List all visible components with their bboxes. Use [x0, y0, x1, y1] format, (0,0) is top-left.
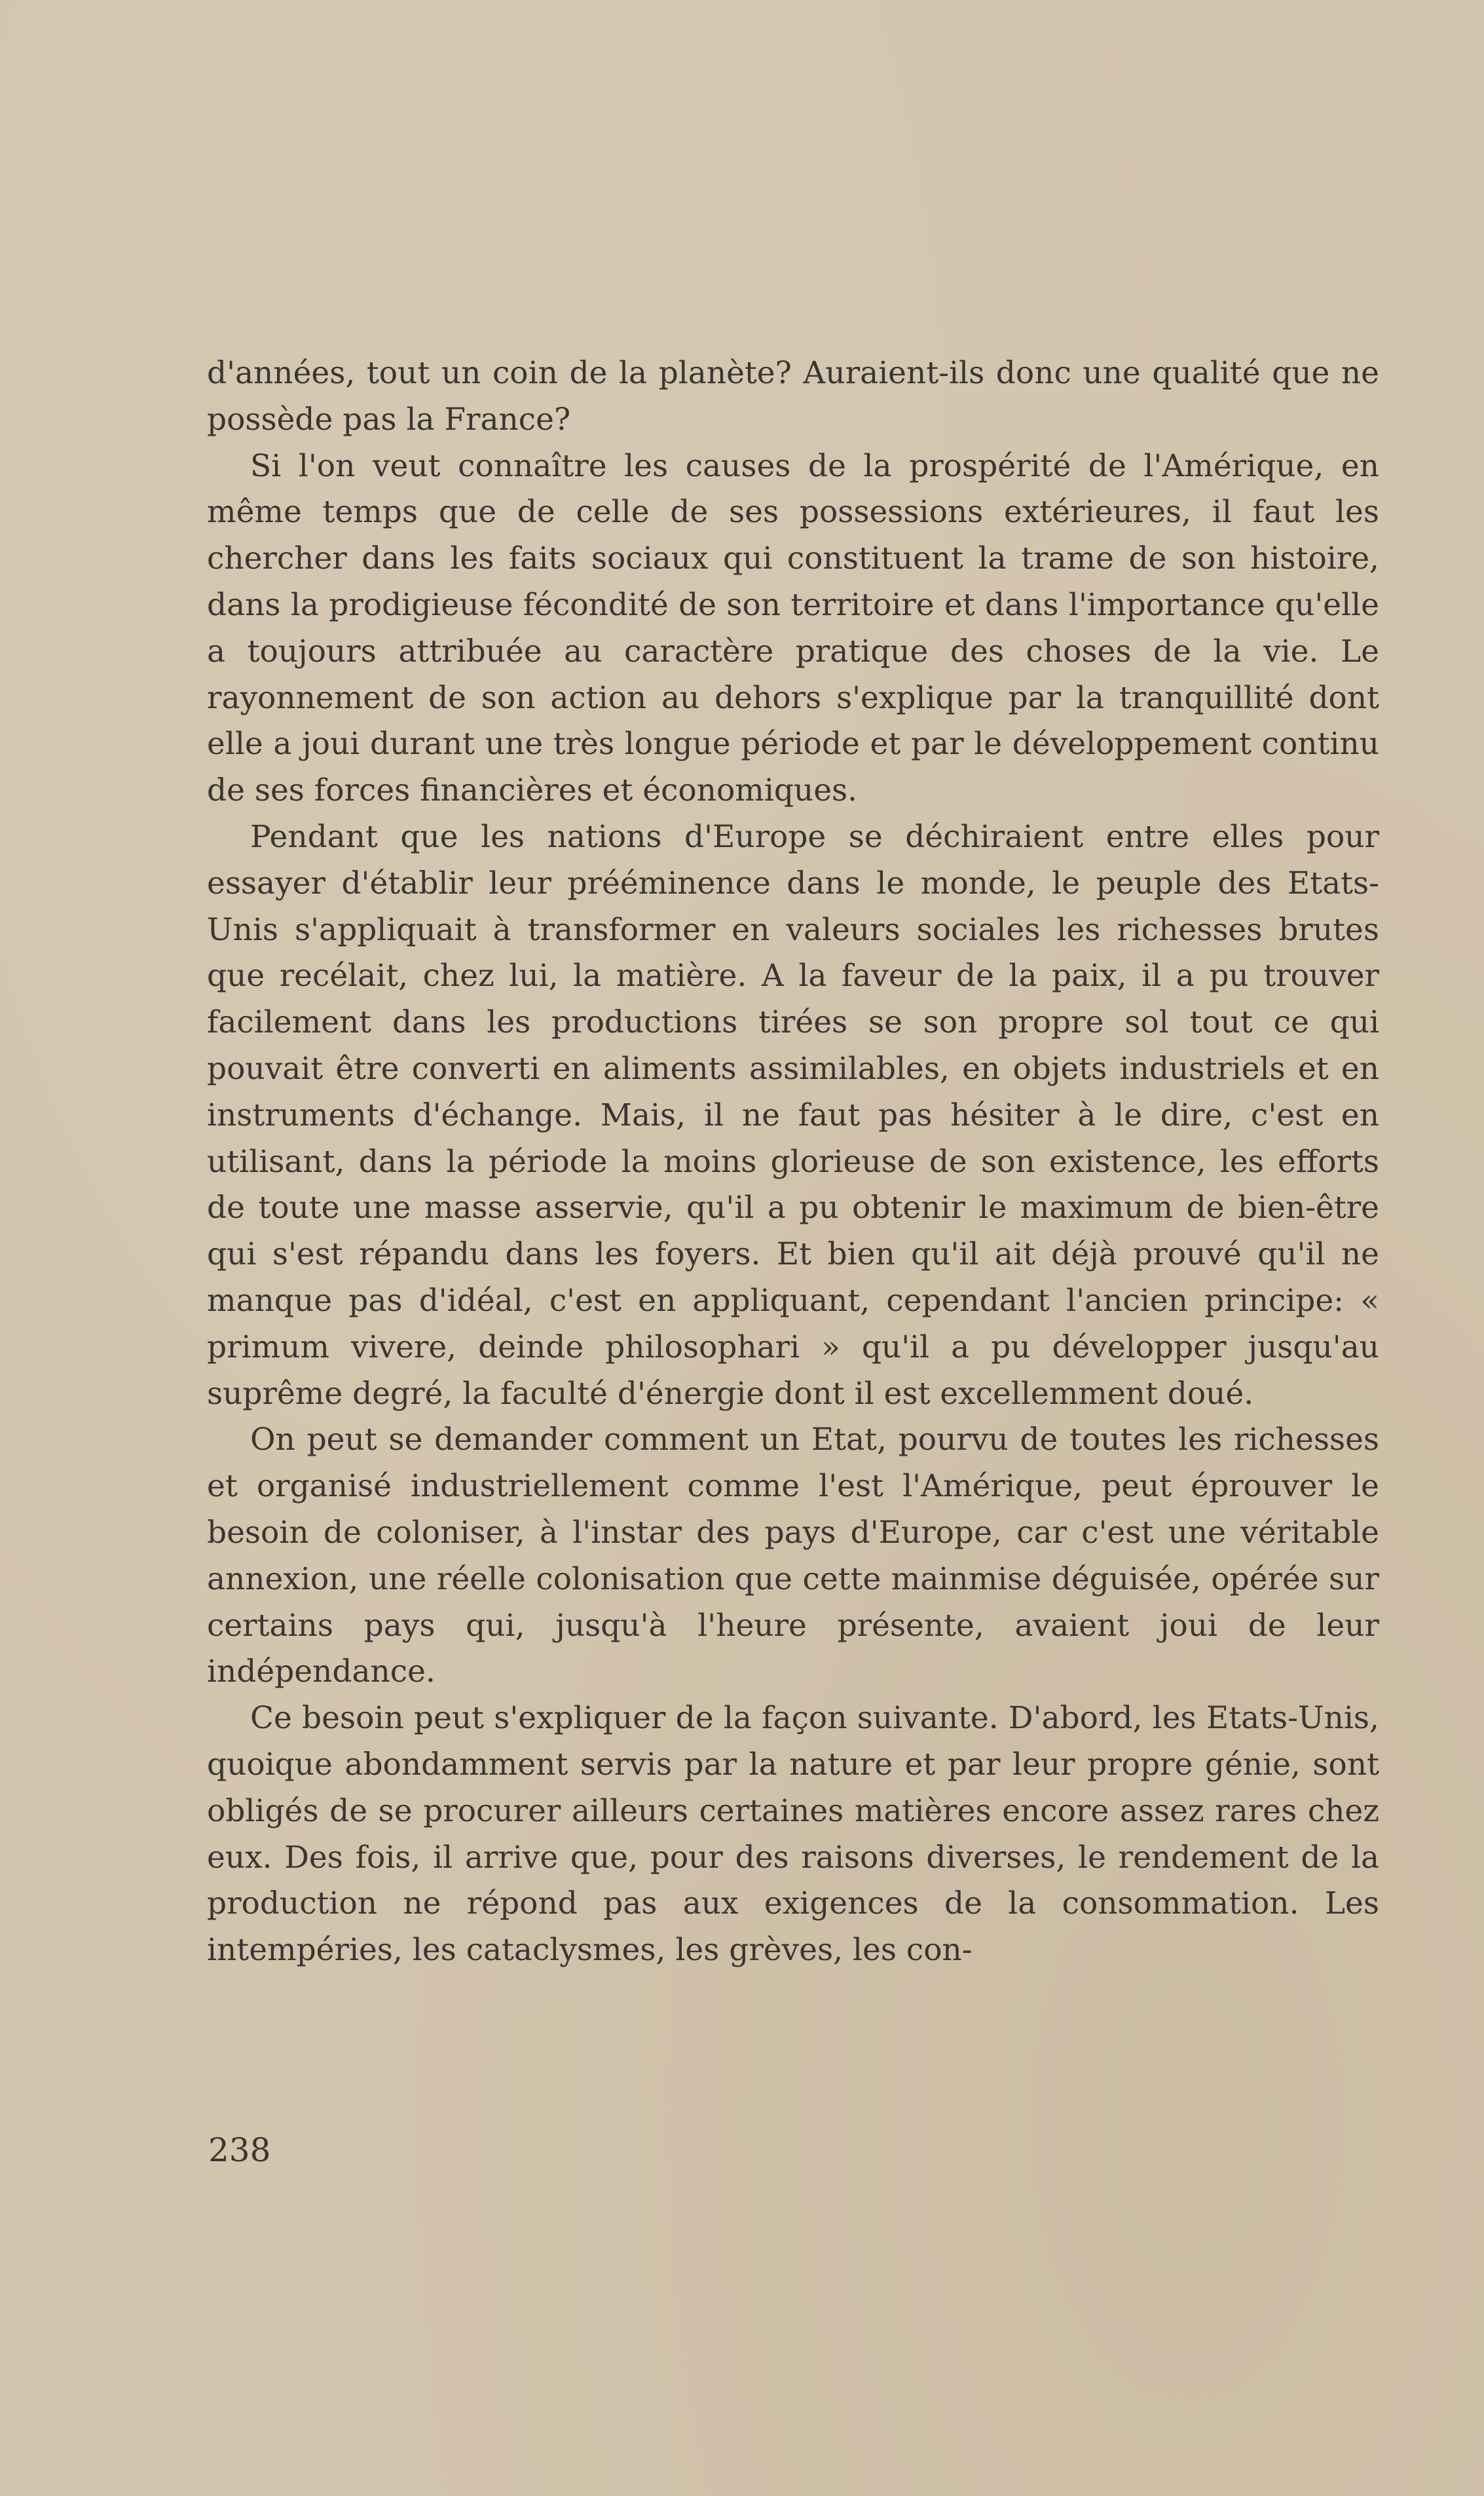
paragraph-2: Si l'on veut connaître les causes de la prospérité de l'Amérique, en même temps que de celle de ses possessions extérieures, il faut les chercher dans les faits sociaux qui constituent la trame de son histoire, dans la prodigieuse fécondité de son territoire et dans l'importance qu'elle a toujours attribuée au caractère pratique des choses de la vie. Le rayonnement de son action au dehors s'explique par la tranquillité dont elle a joui durant une très longue période et par le développement continu de ses forces financières et économiques.: [207, 447, 1379, 809]
paragraph-4: On peut se demander comment un Etat, pourvu de toutes les richesses et organisé industriellement comme l'est l'Amérique, peut éprouver le besoin de coloniser, à l'instar des pays d'Europe, car c'est une véritable annexion, une réelle colonisation que cette mainmise déguisée, opérée sur certains pays qui, jusqu'à l'heure présente, avaient joui de leur indépendance.: [207, 1422, 1379, 1690]
paragraph-5: Ce besoin peut s'expliquer de la façon suivante. D'abord, les Etats-Unis, quoique abondamment servis par la nature et par leur propre génie, sont obligés de se procurer ailleurs certaines matières encore assez rares chez eux. Des fois, il arrive que, pour des raisons diverses, le rendement de la production ne répond pas aux exigences de la consommation. Les intempéries, les cataclysmes, les grèves, les con-: [207, 1700, 1379, 1969]
page-body-text: [207, 350, 1379, 1974]
page-number: 238: [208, 2131, 271, 2169]
paragraph-1: d'années, tout un coin de la planète? Auraient-ils donc une qualité que ne possède pas la France?: [207, 355, 1379, 438]
paragraph-3: Pendant que les nations d'Europe se déchiraient entre elles pour essayer d'établir leur prééminence dans le monde, le peuple des Etats-Unis s'appliquait à transformer en valeurs sociales les richesses brutes que recélait, chez lui, la matière. A la faveur de la paix, il a pu trouver facilement dans les productions tirées se son propre sol tout ce qui pouvait être converti en aliments assimilables, en objets industriels et en instruments d'échange. Mais, il ne faut pas hésiter à le dire, c'est en utilisant, dans la période la moins glorieuse de son existence, les efforts de toute une masse asservie, qu'il a pu obtenir le maximum de bien-être qui s'est répandu dans les foyers. Et bien qu'il ait déjà prouvé qu'il ne manque pas d'idéal, c'est en appliquant, cependant l'ancien principe: « primum vivere, deinde philosophari » qu'il a pu développer jusqu'au suprême degré, la faculté d'énergie dont il est excellemment doué.: [207, 818, 1379, 1412]
